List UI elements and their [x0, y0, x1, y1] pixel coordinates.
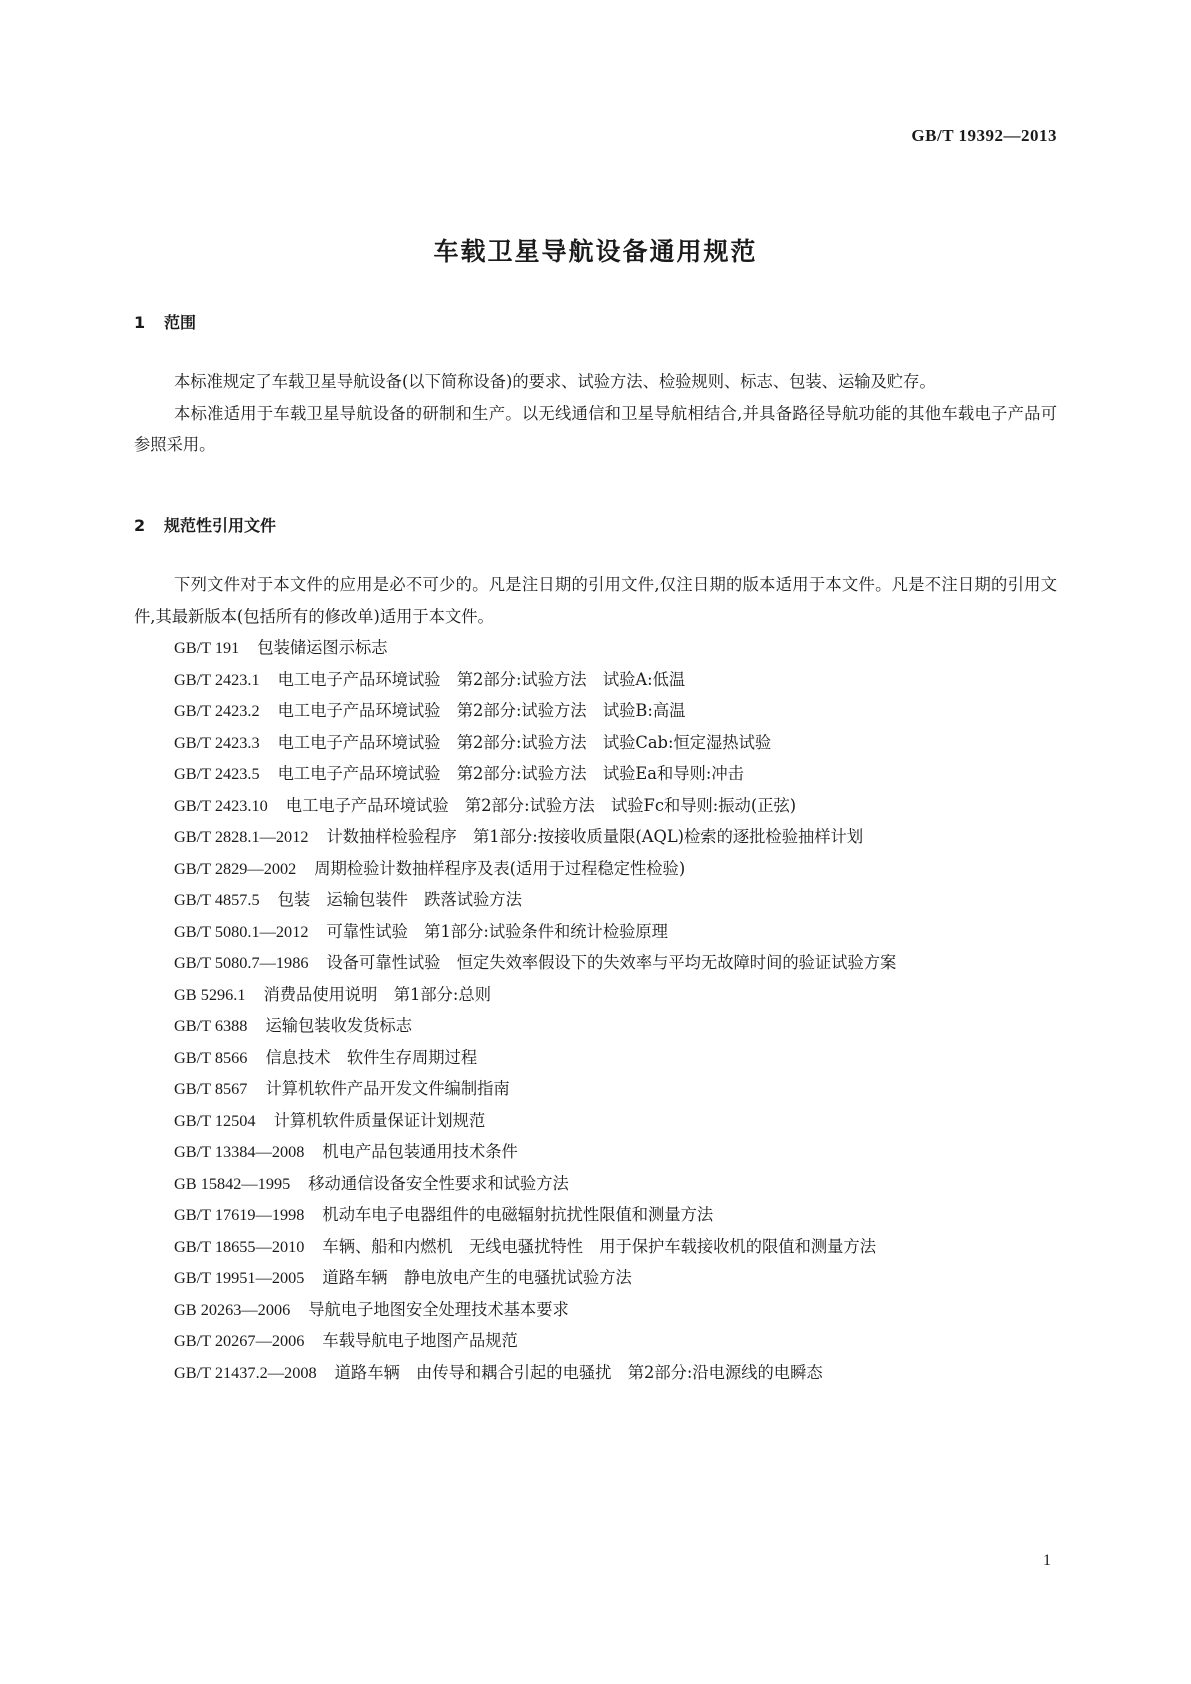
section-2-heading: [134, 516, 276, 536]
reference-item: [134, 1262, 1057, 1294]
standard-code: GB/T 19392—2013: [911, 126, 1057, 145]
document-title: 车载卫星导航设备通用规范: [433, 237, 758, 266]
reference-title: 消费品使用说明 第1部分:总则: [263, 984, 491, 1004]
reference-code: GB/T 191: [174, 638, 240, 657]
reference-item: [134, 1294, 1057, 1326]
reference-code: GB/T 20267—2006: [174, 1331, 305, 1350]
reference-list: [134, 632, 1057, 1388]
section-title: 范围: [164, 313, 197, 332]
reference-item: [134, 821, 1057, 853]
reference-title: 车载导航电子地图产品规范: [322, 1331, 518, 1350]
reference-item: [134, 1010, 1057, 1042]
reference-code: GB/T 2423.2: [174, 701, 260, 720]
reference-code: GB/T 18655—2010: [174, 1236, 305, 1256]
reference-title: 电工电子产品环境试验 第2部分:试验方法 试验Fc和导则:振动(正弦): [285, 795, 797, 815]
reference-title: 运输包装收发货标志: [265, 1016, 412, 1035]
reference-item: [134, 1199, 1057, 1231]
reference-code: GB/T 2423.10: [174, 795, 268, 815]
reference-code: GB/T 2423.3: [174, 732, 260, 752]
reference-item: [134, 853, 1057, 885]
reference-title: 设备可靠性试验 恒定失效率假设下的失效率与平均无故障时间的验证试验方案: [326, 953, 897, 972]
paragraph: 下列文件对于本文件的应用是必不可少的。凡是注日期的引用文件,仅注日期的版本适用于本文件。凡是不注日期的引用文件,其最新版本(包括所有的修改单)适用于本文件。: [134, 575, 1057, 626]
section-1-body: [134, 366, 1057, 461]
reference-title: 机电产品包装通用技术条件: [322, 1142, 518, 1161]
reference-title: 电工电子产品环境试验 第2部分:试验方法 试验A:低温: [277, 669, 686, 689]
reference-title: 道路车辆 静电放电产生的电骚扰试验方法: [322, 1268, 632, 1287]
reference-code: GB/T 19951—2005: [174, 1268, 305, 1287]
reference-item: [134, 979, 1057, 1011]
reference-item: [134, 1136, 1057, 1168]
reference-item: [134, 1231, 1057, 1263]
reference-code: GB/T 17619—1998: [174, 1205, 305, 1224]
reference-item: [134, 695, 1057, 727]
reference-title: 包装储运图示标志: [257, 638, 388, 657]
reference-item: [134, 1105, 1057, 1137]
reference-item: [134, 758, 1057, 790]
reference-code: GB/T 8566: [174, 1047, 248, 1067]
reference-title: 信息技术 软件生存周期过程: [265, 1047, 478, 1067]
reference-item: [134, 727, 1057, 759]
reference-item: [134, 1073, 1057, 1105]
reference-title: 电工电子产品环境试验 第2部分:试验方法 试验Cab:恒定湿热试验: [277, 732, 772, 752]
reference-title: 导航电子地图安全处理技术基本要求: [308, 1299, 569, 1319]
paragraph: 本标准规定了车载卫星导航设备(以下简称设备)的要求、试验方法、检验规则、标志、包装、运输及贮存。: [174, 372, 936, 391]
reference-item: [134, 632, 1057, 664]
reference-title: 移动通信设备安全性要求和试验方法: [308, 1173, 569, 1193]
reference-code: GB/T 6388: [174, 1016, 248, 1035]
reference-item: [134, 1168, 1057, 1200]
reference-code: GB/T 21437.2—2008: [174, 1362, 317, 1382]
reference-item: [134, 1325, 1057, 1357]
reference-title: 电工电子产品环境试验 第2部分:试验方法 试验Ea和导则:冲击: [277, 764, 744, 783]
reference-code: GB/T 4857.5: [174, 890, 260, 909]
reference-code: GB 20263—2006: [174, 1299, 291, 1319]
reference-code: GB/T 2829—2002: [174, 858, 297, 878]
reference-code: GB/T 5080.7—1986: [174, 953, 309, 972]
reference-title: 包装 运输包装件 跌落试验方法: [277, 890, 522, 909]
reference-code: GB/T 8567: [174, 1079, 248, 1098]
reference-code: GB/T 2423.5: [174, 764, 260, 783]
reference-title: 计数抽样检验程序 第1部分:按接收质量限(AQL)检索的逐批检验抽样计划: [326, 827, 864, 846]
reference-code: GB/T 13384—2008: [174, 1142, 305, 1161]
page-number: 1: [1043, 1552, 1051, 1569]
reference-code: GB/T 2828.1—2012: [174, 827, 309, 846]
reference-code: GB/T 5080.1—2012: [174, 921, 309, 941]
reference-item: [134, 790, 1057, 822]
reference-title: 计算机软件质量保证计划规范: [273, 1110, 486, 1130]
reference-code: GB/T 2423.1: [174, 669, 260, 689]
section-number: 2: [134, 516, 146, 535]
reference-item: [134, 664, 1057, 696]
reference-item: [134, 884, 1057, 916]
reference-title: 车辆、船和内燃机 无线电骚扰特性 用于保护车载接收机的限值和测量方法: [322, 1236, 876, 1256]
reference-title: 计算机软件产品开发文件编制指南: [265, 1079, 510, 1098]
reference-code: GB/T 12504: [174, 1110, 256, 1130]
reference-item: [134, 1042, 1057, 1074]
section-number: 1: [134, 313, 146, 332]
reference-code: GB 15842—1995: [174, 1173, 291, 1193]
section-1-heading: [134, 313, 196, 333]
reference-title: 周期检验计数抽样程序及表(适用于过程稳定性检验): [314, 858, 686, 878]
reference-item: [134, 916, 1057, 948]
reference-code: GB 5296.1: [174, 984, 246, 1004]
reference-item: [134, 1357, 1057, 1389]
reference-title: 可靠性试验 第1部分:试验条件和统计检验原理: [326, 921, 668, 941]
reference-item: [134, 947, 1057, 979]
reference-title: 道路车辆 由传导和耦合引起的电骚扰 第2部分:沿电源线的电瞬态: [334, 1362, 823, 1382]
paragraph: 本标准适用于车载卫星导航设备的研制和生产。以无线通信和卫星导航相结合,并具备路径导航功能的其他车载电子产品可参照采用。: [134, 403, 1057, 454]
section-title: 规范性引用文件: [164, 516, 277, 535]
reference-title: 电工电子产品环境试验 第2部分:试验方法 试验B:高温: [277, 701, 686, 720]
section-2-body: [134, 569, 1057, 1388]
reference-title: 机动车电子电器组件的电磁辐射抗扰性限值和测量方法: [322, 1205, 714, 1224]
